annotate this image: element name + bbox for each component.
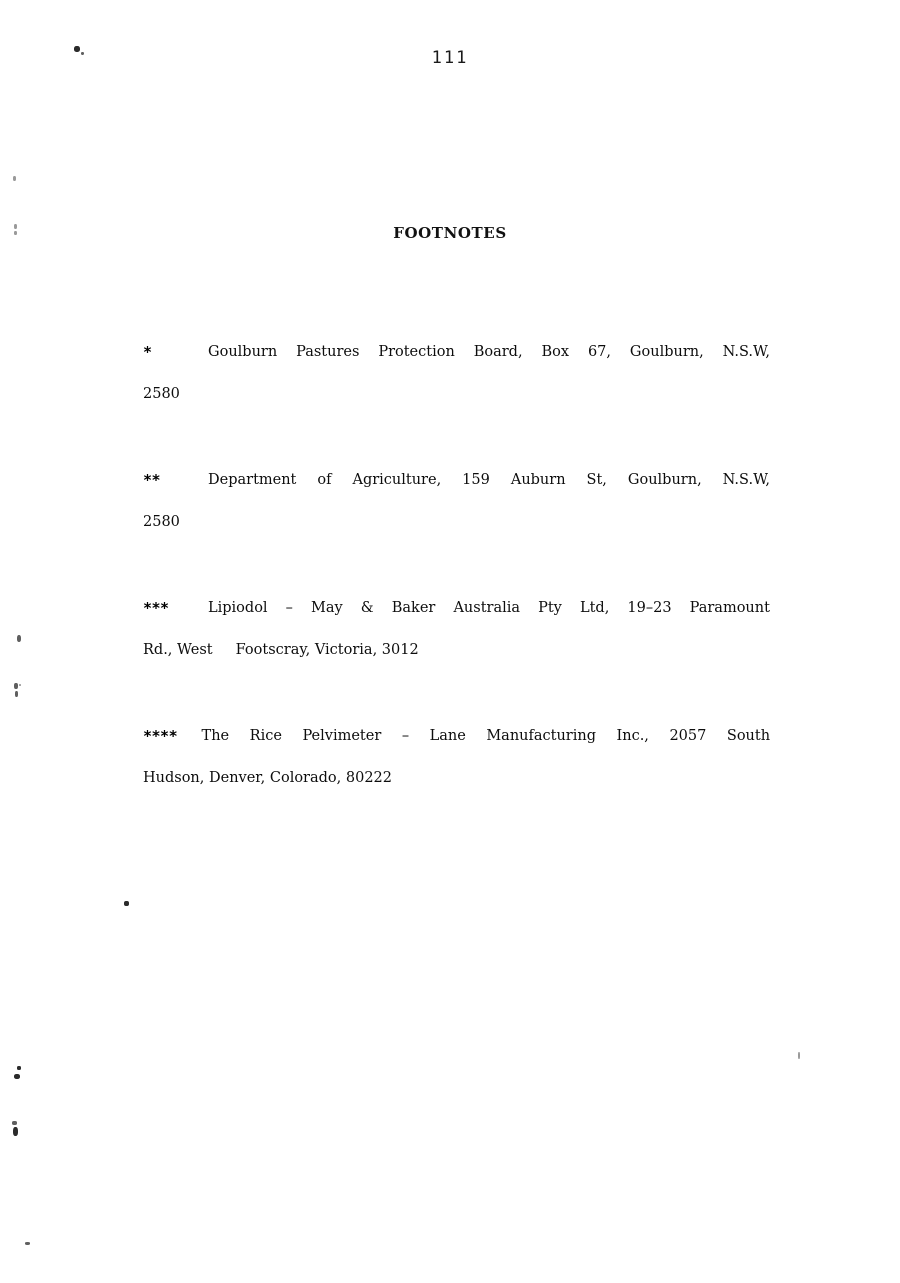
footnote-word: Goulburn, bbox=[627, 472, 702, 488]
scan-speckle bbox=[74, 46, 80, 52]
footnote-entry bbox=[143, 587, 770, 671]
word-gap bbox=[609, 587, 627, 629]
footnote-word: 159 bbox=[462, 472, 490, 488]
word-gap bbox=[181, 715, 202, 757]
scan-speckle bbox=[25, 1242, 30, 1245]
scan-speckle bbox=[14, 231, 17, 235]
word-gap bbox=[569, 331, 588, 373]
footnote-first-line bbox=[143, 715, 770, 757]
footnote-marker: ** bbox=[143, 471, 161, 489]
scan-speckle bbox=[17, 635, 21, 642]
word-gap bbox=[441, 459, 462, 501]
word-gap bbox=[455, 331, 474, 373]
footnote-continuation-line: 2580 bbox=[143, 514, 180, 530]
footnote-word: St, bbox=[586, 472, 607, 488]
footnote-word: N.S.W, bbox=[722, 472, 771, 488]
word-gap bbox=[374, 587, 392, 629]
footnote-word: & bbox=[360, 600, 374, 616]
scan-speckle bbox=[13, 1127, 18, 1136]
footnote-entry bbox=[143, 715, 770, 799]
footnote-list bbox=[143, 331, 770, 799]
footnote-word: – bbox=[285, 600, 293, 616]
scan-speckle bbox=[12, 1121, 17, 1125]
scan-speckle bbox=[13, 176, 16, 181]
word-gap bbox=[611, 331, 630, 373]
word-gap bbox=[566, 459, 587, 501]
footnote-word: Lane bbox=[429, 728, 466, 744]
scan-speckle bbox=[14, 683, 18, 689]
footnote-word: – bbox=[401, 728, 410, 744]
word-gap bbox=[293, 587, 311, 629]
footnote-word: Box bbox=[541, 344, 570, 360]
word-gap bbox=[596, 715, 617, 757]
footnote-word: 19–23 bbox=[627, 600, 672, 616]
word-gap bbox=[381, 715, 402, 757]
footnote-word: May bbox=[310, 600, 343, 616]
word-gap bbox=[282, 715, 303, 757]
scan-speckle bbox=[14, 224, 17, 229]
footnote-word: Australia bbox=[453, 600, 521, 616]
word-gap bbox=[229, 715, 250, 757]
footnote-word: Inc., bbox=[616, 728, 649, 744]
word-gap bbox=[296, 459, 317, 501]
word-gap bbox=[607, 459, 628, 501]
word-gap bbox=[409, 715, 430, 757]
word-gap bbox=[706, 715, 727, 757]
footnote-first-line bbox=[143, 331, 770, 373]
footnote-word: N.S.W, bbox=[722, 344, 770, 360]
footnote-continuation-line: Rd., West Footscray, Victoria, 3012 bbox=[143, 642, 419, 658]
footnote-word: Goulburn bbox=[208, 344, 278, 360]
word-gap bbox=[704, 331, 723, 373]
footnote-word: Pastures bbox=[296, 344, 360, 360]
footnote-word: Department bbox=[208, 472, 297, 488]
footnote-word: 67, bbox=[587, 344, 612, 360]
scan-speckle bbox=[17, 1066, 21, 1070]
word-gap bbox=[359, 331, 378, 373]
footnote-word: Ltd, bbox=[579, 600, 610, 616]
footnote-word: Lipiodol bbox=[208, 600, 268, 616]
word-gap bbox=[343, 587, 361, 629]
footnote-word: South bbox=[726, 728, 771, 744]
word-gap bbox=[331, 459, 352, 501]
footnote-first-line bbox=[143, 459, 770, 501]
footnote-word: Paramount bbox=[689, 600, 770, 616]
footnote-word: Rice bbox=[249, 728, 282, 744]
page-number: 111 bbox=[431, 48, 469, 68]
footnote-word: Protection bbox=[378, 344, 455, 360]
footnote-word: Board, bbox=[473, 344, 523, 360]
footnote-word: 2057 bbox=[669, 728, 707, 744]
scan-speckle bbox=[798, 1052, 800, 1059]
word-gap bbox=[562, 587, 580, 629]
word-gap bbox=[435, 587, 453, 629]
footnote-word: of bbox=[317, 472, 332, 488]
scan-speckle bbox=[124, 901, 129, 906]
footnote-marker: *** bbox=[143, 599, 169, 617]
footnote-entry bbox=[143, 331, 770, 415]
scan-speckle bbox=[19, 684, 21, 686]
word-gap bbox=[490, 459, 511, 501]
word-gap bbox=[672, 587, 690, 629]
footnote-word: Pty bbox=[538, 600, 562, 616]
footnote-word: The bbox=[201, 728, 230, 744]
footnote-marker: **** bbox=[143, 727, 178, 745]
footnote-word: Auburn bbox=[510, 472, 566, 488]
footnote-marker: * bbox=[143, 343, 152, 361]
word-gap bbox=[649, 715, 670, 757]
word-gap bbox=[268, 587, 286, 629]
word-gap bbox=[277, 331, 296, 373]
footnote-word: Goulburn, bbox=[629, 344, 704, 360]
footnote-word: Agriculture, bbox=[352, 472, 442, 488]
word-gap bbox=[466, 715, 487, 757]
scan-speckle bbox=[81, 52, 84, 55]
footnote-continuation-line: Hudson, Denver, Colorado, 80222 bbox=[143, 770, 392, 786]
page-title: FOOTNOTES bbox=[393, 224, 507, 242]
footnote-word: Baker bbox=[391, 600, 436, 616]
word-gap bbox=[702, 459, 723, 501]
scan-speckle bbox=[15, 691, 18, 697]
word-gap bbox=[523, 331, 542, 373]
scan-speckle bbox=[14, 1074, 20, 1079]
footnote-continuation-line: 2580 bbox=[143, 386, 180, 402]
word-gap bbox=[520, 587, 538, 629]
footnote-first-line bbox=[143, 587, 770, 629]
footnote-entry bbox=[143, 459, 770, 543]
footnote-word: Manufacturing bbox=[486, 728, 596, 744]
footnote-word: Pelvimeter bbox=[302, 728, 382, 744]
